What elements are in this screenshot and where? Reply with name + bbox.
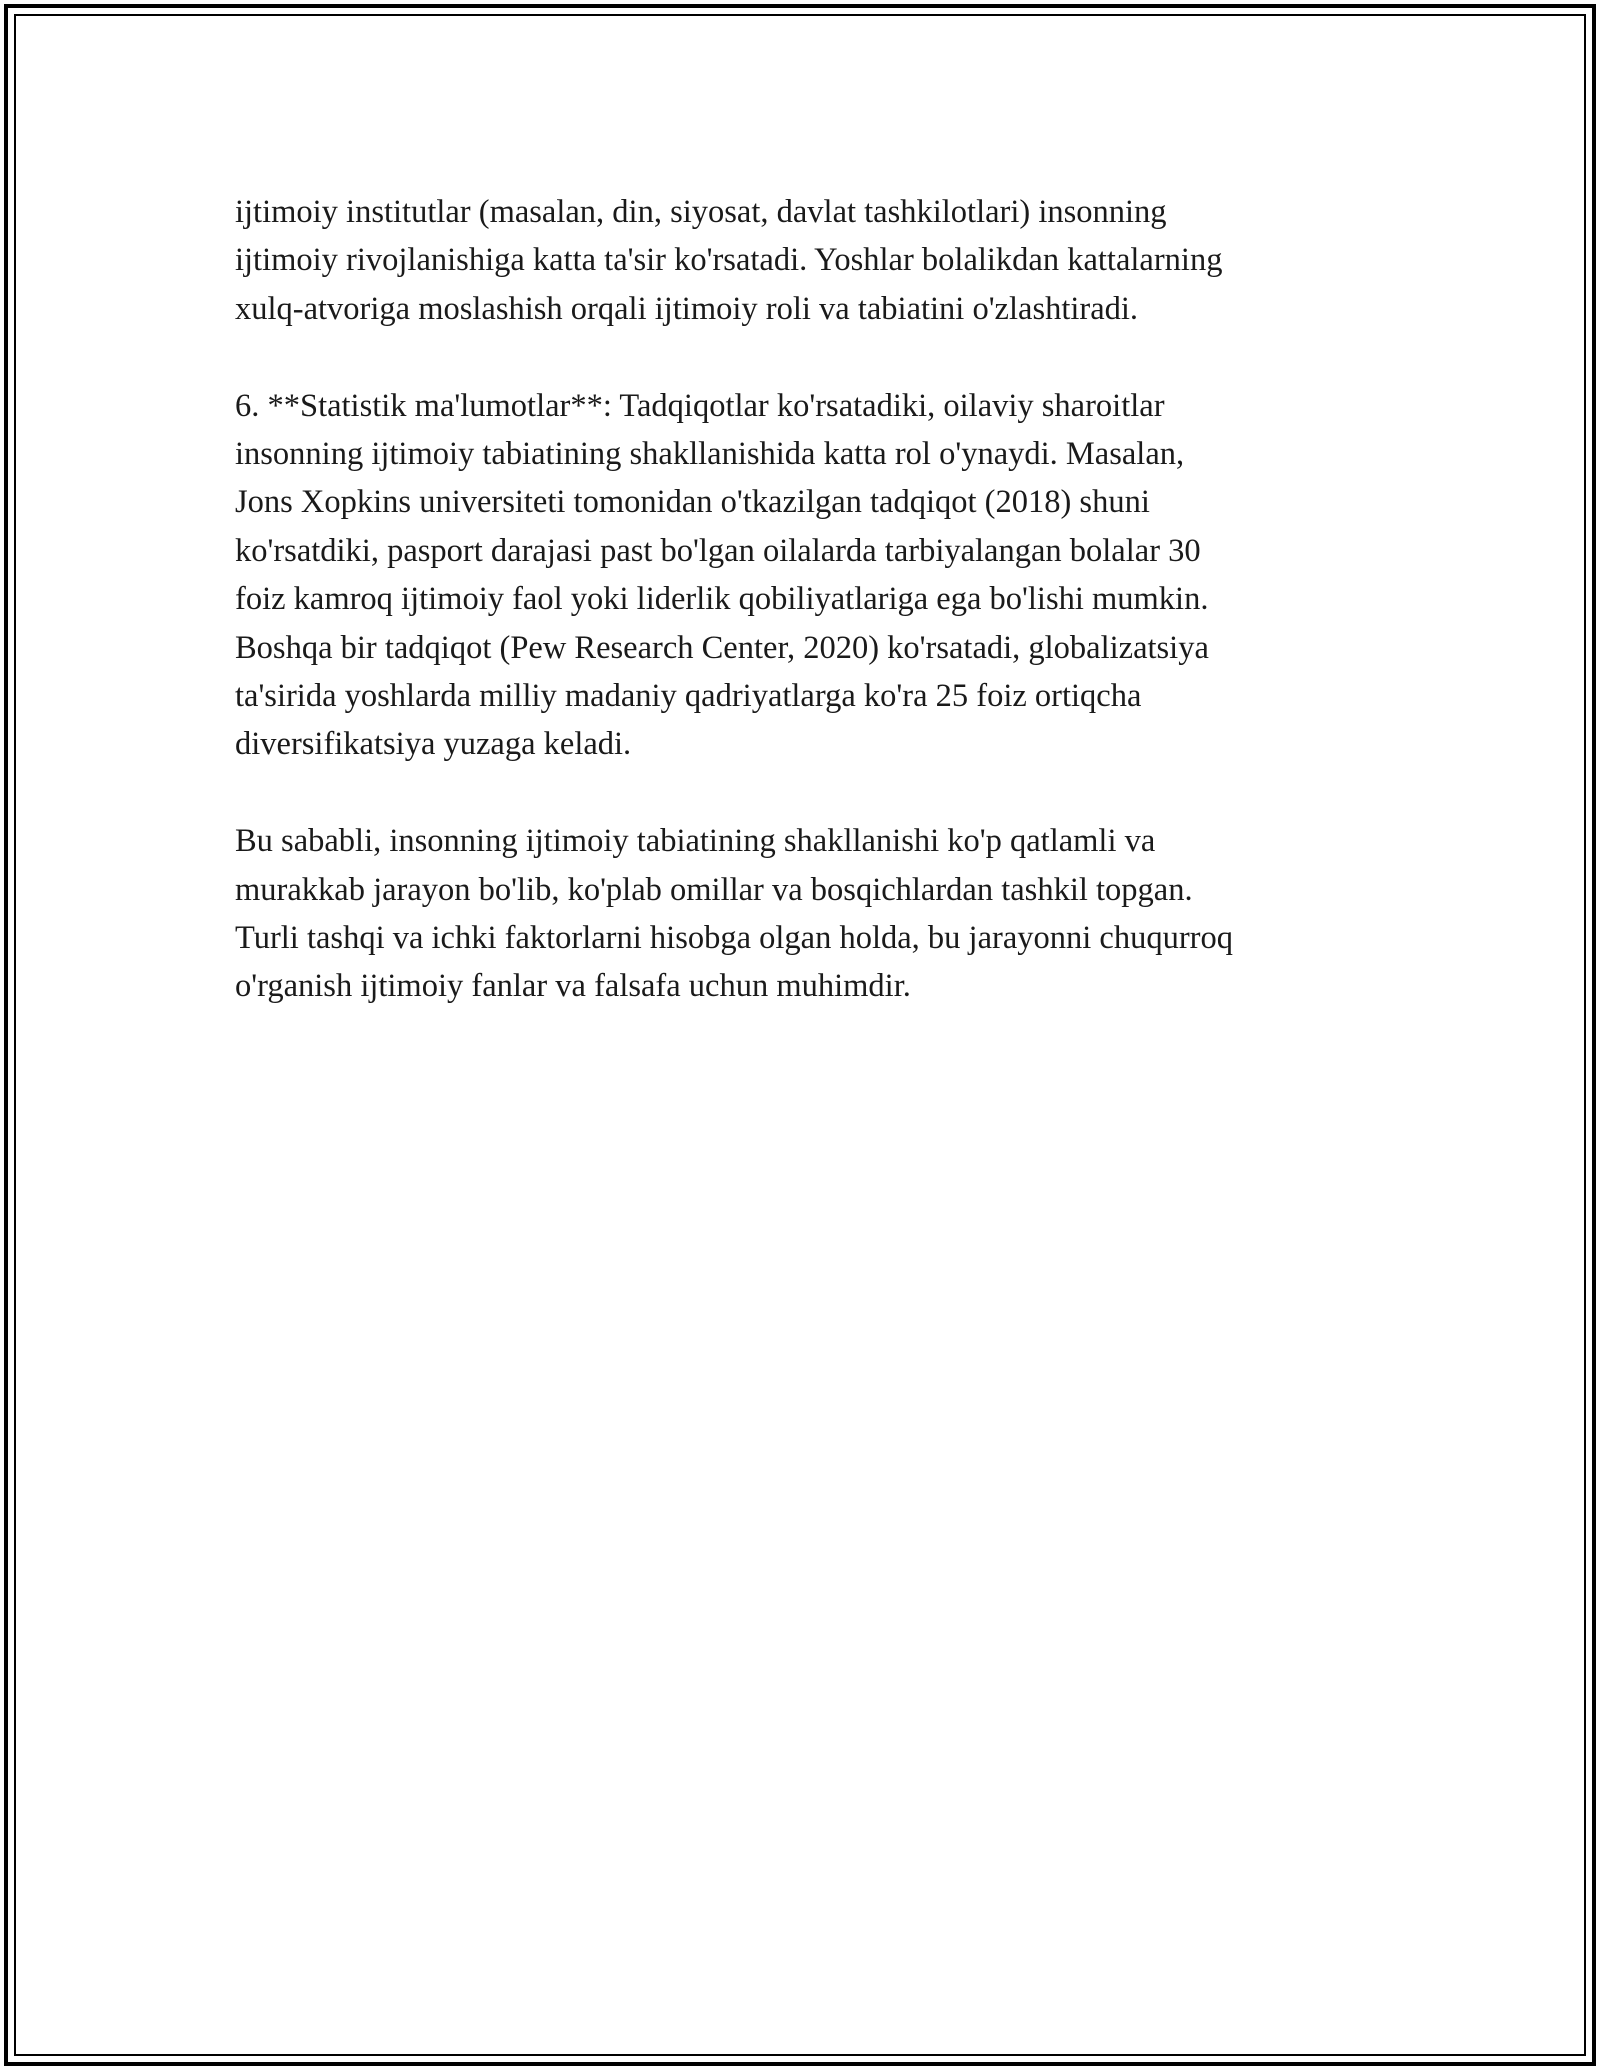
text-line: foiz kamroq ijtimoiy faol yoki liderlik qobiliyatlariga ega bo'lishi mumkin.	[235, 581, 1209, 618]
paragraph-conclusion	[235, 817, 1375, 1011]
text-line: diversifikatsiya yuzaga keladi.	[235, 726, 632, 763]
paragraph-social-institutions	[235, 188, 1375, 333]
text-line: ko'rsatdiki, pasport darajasi past bo'lgan oilalarda tarbiyalangan bolalar 30	[235, 532, 1201, 569]
text-line: murakkab jarayon bo'lib, ko'plab omillar va bosqichlardan tashkil topgan.	[235, 871, 1193, 908]
text-line: o'rganish ijtimoiy fanlar va falsafa uchun muhimdir.	[235, 968, 911, 1005]
document-body	[235, 188, 1375, 1059]
text-line: Boshqa bir tadqiqot (Pew Research Center, 2020) ko'rsatadi, globalizatsiya	[235, 629, 1209, 666]
text-line: Turli tashqi va ichki faktorlarni hisobga olgan holda, bu jarayonni chuqurroq	[235, 920, 1233, 957]
text-line: Jons Xopkins universiteti tomonidan o'tkazilgan tadqiqot (2018) shuni	[235, 484, 1150, 521]
text-line: Bu sababli, insonning ijtimoiy tabiatining shakllanishi ko'p qatlamli va	[235, 823, 1156, 860]
paragraph-statistics	[235, 382, 1375, 769]
text-line: ijtimoiy institutlar (masalan, din, siyosat, davlat tashkilotlari) insonning	[235, 194, 1167, 230]
text-line: ijtimoiy rivojlanishiga katta ta'sir ko'rsatadi. Yoshlar bolalikdan kattalarning	[235, 242, 1223, 279]
text-line: ta'sirida yoshlarda milliy madaniy qadriyatlarga ko'ra 25 foiz ortiqcha	[235, 678, 1142, 715]
text-line: xulq-atvoriga moslashish orqali ijtimoiy roli va tabiatini o'zlashtiradi.	[235, 290, 1139, 327]
text-line: 6. **Statistik ma'lumotlar**: Tadqiqotlar ko'rsatadiki, oilaviy sharoitlar	[235, 387, 1165, 424]
text-line: insonning ijtimoiy tabiatining shakllanishida katta rol o'ynaydi. Masalan,	[235, 436, 1185, 473]
